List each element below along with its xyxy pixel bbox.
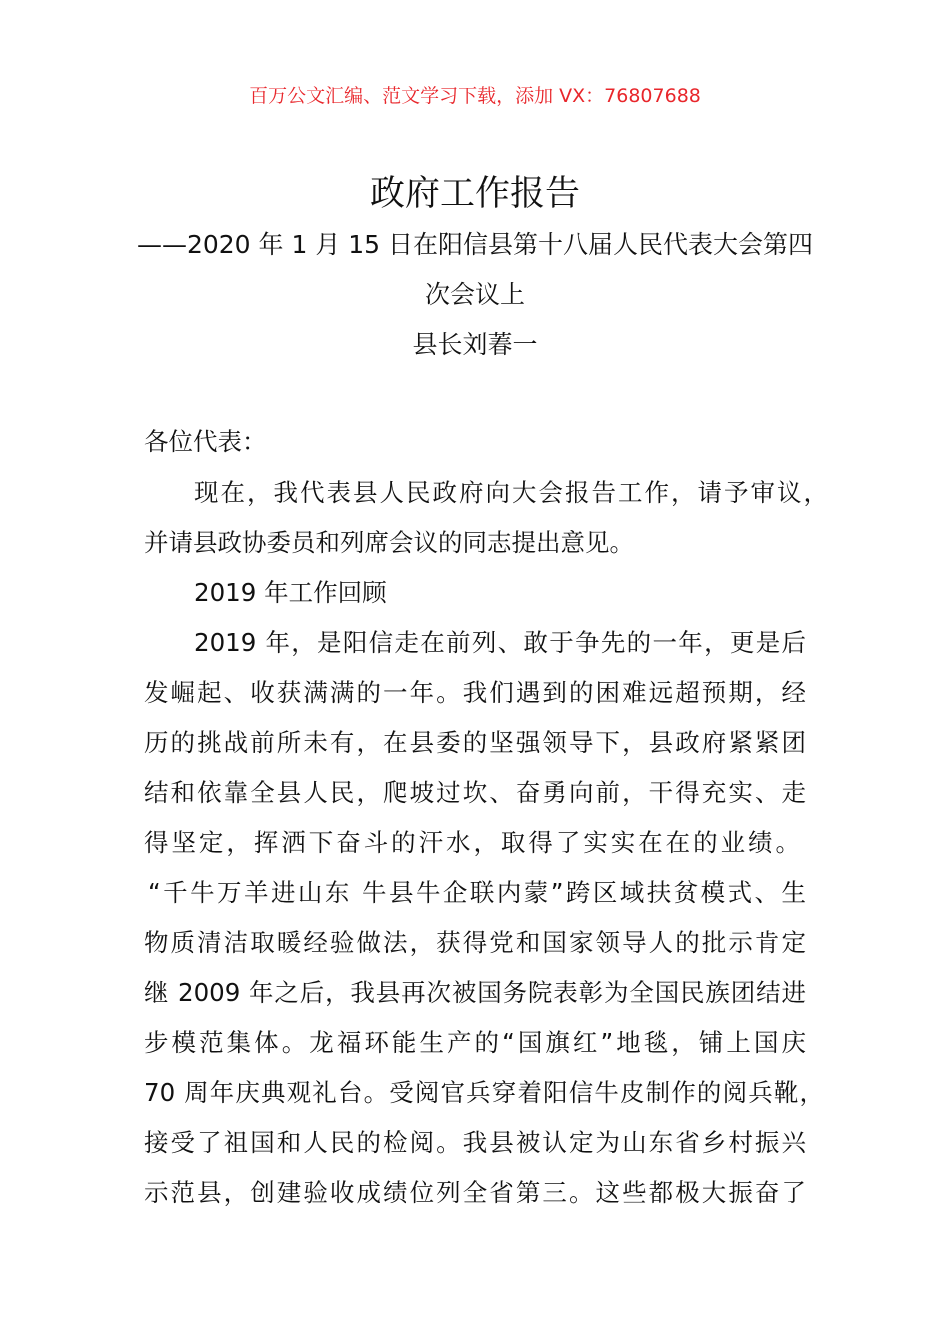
- section-heading: 2019 年工作回顾: [194, 578, 387, 607]
- paragraph-line: 70 周年庆典观礼台。受阅官兵穿着阳信牛皮制作的阅兵靴，: [144, 1078, 824, 1107]
- paragraph-line: 接受了祖国和人民的检阅。我县被认定为山东省乡村振兴: [144, 1128, 806, 1157]
- watermark-header: 百万公文汇编、范文学习下载，添加 VX：76807688: [249, 85, 701, 107]
- paragraph-line: 并请县政协委员和列席会议的同志提出意见。: [144, 528, 634, 557]
- paragraph-line: 2019 年，是阳信走在前列、敢于争先的一年，更是后: [194, 628, 806, 657]
- paragraph-line: 得坚定，挥洒下奋斗的汗水，取得了实实在在的业绩。: [144, 828, 800, 857]
- paragraph-line: 步模范集体。龙福环能生产的“国旗红”地毯，铺上国庆: [144, 1028, 806, 1057]
- salutation: 各位代表：: [144, 427, 267, 456]
- paragraph-line: 发崛起、收获满满的一年。我们遇到的困难远超预期，经: [144, 678, 806, 707]
- subtitle-line: 次会议上: [424, 280, 525, 309]
- paragraph-line: 现在，我代表县人民政府向大会报告工作，请予审议，: [194, 478, 828, 507]
- author-line: 县长刘萶一: [412, 330, 538, 359]
- paragraph-line: 历的挑战前所未有，在县委的坚强领导下，县政府紧紧团: [144, 728, 806, 757]
- paragraph-line: “千牛万羊进山东 牛县牛企联内蒙”跨区域扶贫模式、生: [148, 878, 806, 907]
- subtitle-line: ——2020 年 1 月 15 日在阳信县第十八届人民代表大会第四: [136, 230, 814, 259]
- paragraph-line: 物质清洁取暖经验做法，获得党和国家领导人的批示肯定: [144, 928, 806, 957]
- paragraph-line: 示范县，创建验收成绩位列全省第三。这些都极大振奋了: [144, 1178, 806, 1207]
- document-title: 政府工作报告: [369, 174, 580, 214]
- paragraph-line: 结和依靠全县人民，爬坡过坎、奋勇向前，干得充实、走: [144, 778, 806, 807]
- paragraph-line: 继 2009 年之后，我县再次被国务院表彰为全国民族团结进: [144, 978, 806, 1007]
